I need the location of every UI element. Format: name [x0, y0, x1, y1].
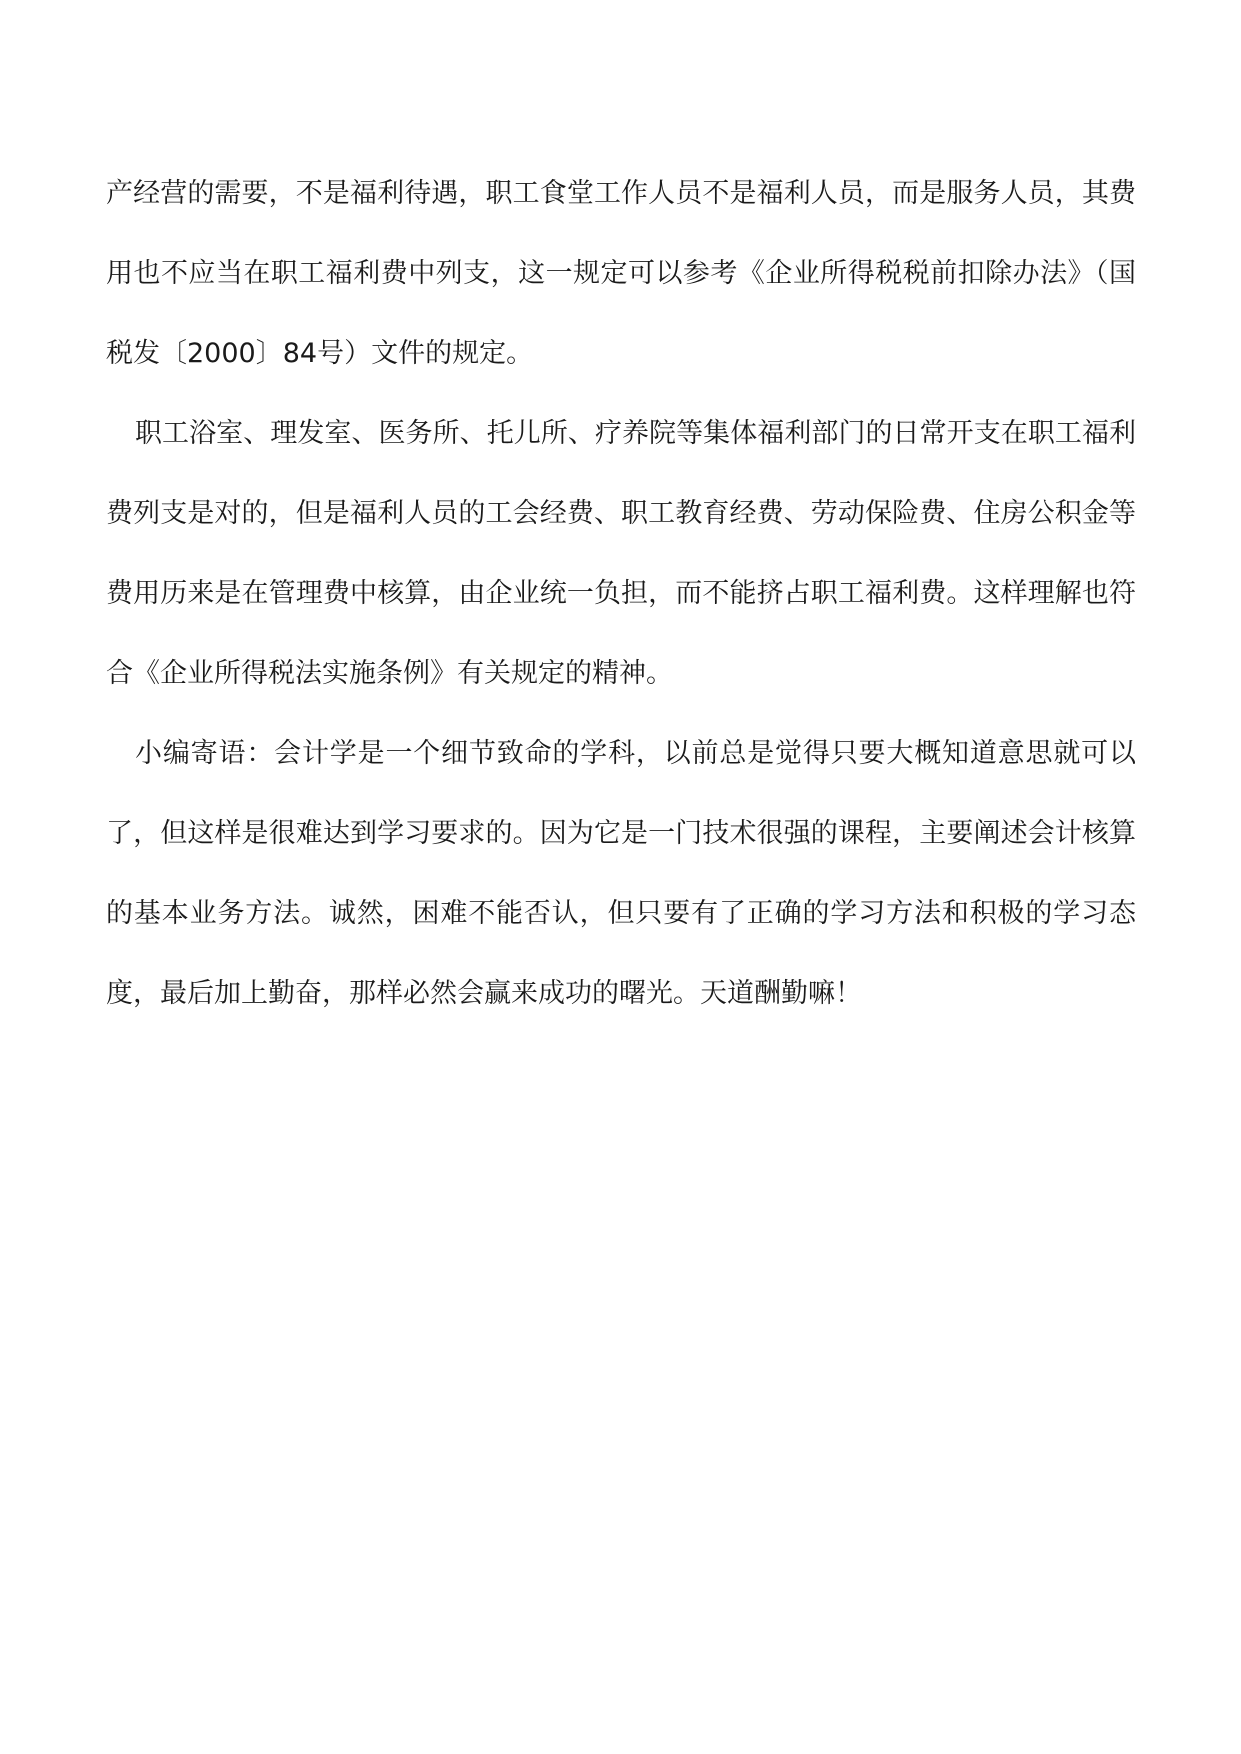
body-text [106, 154, 1136, 1034]
paragraph-editor-note: 小编寄语：会计学是一个细节致命的学科，以前总是觉得只要大概知道意思就可以了，但这样是很难达到学习要求的。因为它是一门技术很强的课程，主要阐述会计核算的基本业务方法。诚然，困难不能否认，但只要有了正确的学习方法和积极的学习态度，最后加上勤奋，那样必然会赢来成功的曙光。天道酬勤嘛！ [106, 738, 1136, 1009]
paragraph-continuation: 产经营的需要，不是福利待遇，职工食堂工作人员不是福利人员，而是服务人员，其费用也不应当在职工福利费中列支，这一规定可以参考《企业所得税税前扣除办法》（国税发〔2000〕84号）文件的规定。 [106, 178, 1136, 369]
paragraph-welfare-departments: 职工浴室、理发室、医务所、托儿所、疗养院等集体福利部门的日常开支在职工福利费列支是对的，但是福利人员的工会经费、职工教育经费、劳动保险费、住房公积金等费用历来是在管理费中核算，由企业统一负担，而不能挤占职工福利费。这样理解也符合《企业所得税法实施条例》有关规定的精神。 [106, 418, 1136, 689]
